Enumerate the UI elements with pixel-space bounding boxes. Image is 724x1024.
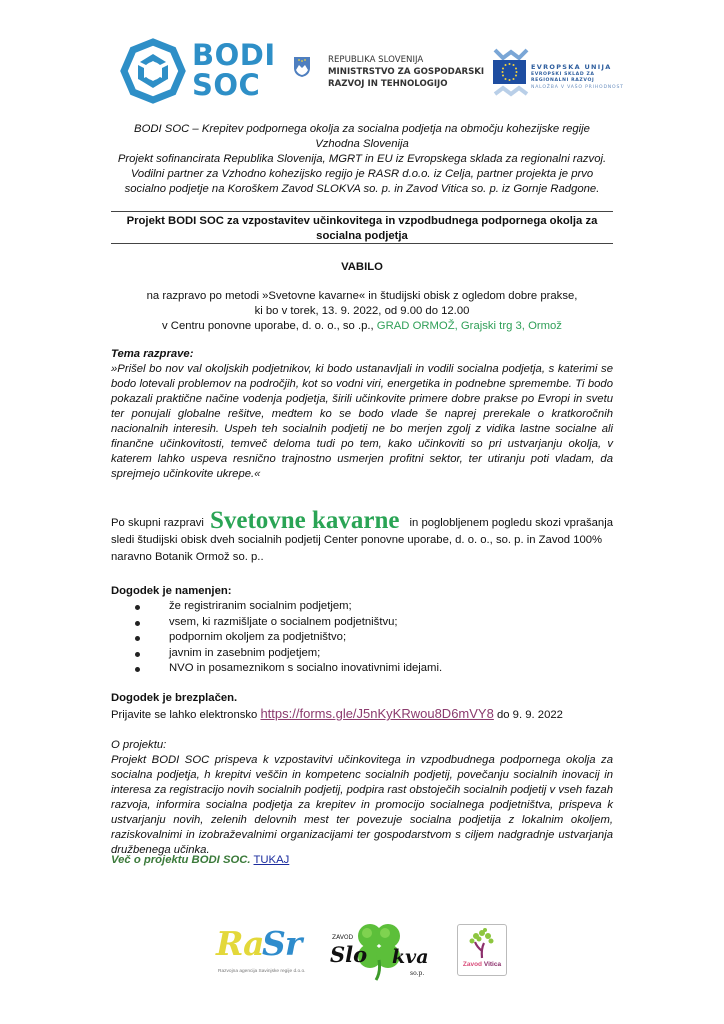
- registration-section: [111, 691, 613, 723]
- intro-block: [111, 122, 613, 197]
- slokva-logo: [328, 918, 438, 986]
- eu-logo: [493, 50, 630, 100]
- bullet-icon: [135, 621, 140, 626]
- invitation-line3: [111, 319, 613, 334]
- bodisoc-line2: SOC: [192, 68, 261, 102]
- ministry-line2: MINISTRSTVO ZA GOSPODARSKI: [328, 67, 485, 77]
- slovenia-crest-icon: [293, 56, 311, 78]
- slokva-kva: kva: [392, 946, 429, 968]
- rasr-sr: Sr: [262, 924, 302, 963]
- audience-item-text: NVO in posameznikom s socialno inovativnimi idejami.: [169, 662, 443, 674]
- bullet-icon: [135, 636, 140, 641]
- more-info: [111, 853, 613, 868]
- eu-text: [531, 63, 624, 91]
- vitica-part2: Vitica: [483, 961, 502, 968]
- audience-item-text: podpornim okoljem za podjetništvo;: [169, 631, 347, 643]
- world-cafe-title: Svetovne kavarne: [209, 507, 400, 534]
- eu-line3: REGIONALNI RAZVOJ: [531, 78, 595, 83]
- invitation-date: ki bo v torek, 13. 9. 2022, od 9.00 do 12.00: [254, 305, 470, 317]
- audience-item: [111, 599, 613, 615]
- rasr-logo: [214, 924, 314, 982]
- slokva-sop: so.p.: [410, 970, 425, 977]
- divider-top: [111, 211, 613, 212]
- topic-section: [111, 347, 613, 482]
- intro-line1: BODI SOC – Krepitev podpornega okolja za socialna podjetja na območju kohezijske regije Vzhodna Slovenija: [134, 123, 590, 150]
- audience-list: [111, 599, 613, 677]
- topic-body: »Prišel bo nov val okoljskih podjetnikov, ki bodo ustanavljali in vodili socialna podjetja, s katerimi se bodo lotevali problemov na področjih, kot so vodni viri, energetika in podnebne spremembe. Ti bodo pokazali praktične načine vodenja podjetja, širili učinkovite primere dobre prakse po Evropi in svetu ter ponujali globalne rešitve, medtem ko se bodo vlade še naprej prerekale o kratkoročnih nacionalnih interesih. Uspeh teh socialnih podjetij ne bo merjen zgolj z vidika lastne socialne ali finančne učinkovitosti, temveč deloma tudi po tem, kako učinkoviti so pri ustvarjanju okolja, v katerem lahko uspeva resnično trajnostno usmerjen profitni sektor, ter utiranju poti vladam, da sprejmejo učinkovite ukrepe.«: [111, 363, 613, 480]
- tree-icon: [458, 925, 506, 961]
- more-info-link[interactable]: TUKAJ: [253, 854, 290, 866]
- visit-prefix: Po skupni razpravi: [111, 517, 204, 529]
- about-body: Projekt BODI SOC prispeva k vzpostavitvi učinkovitega in vzpodbudnega podpornega okolja za socialna podjetja, h krepitvi veščin in kompetenc socialnih podjetij, povečanju socialnih inovacij in interesa za registracijo novih socialnih podjetij, podpira rast obstoječih socialnih podjetij v vseh fazah razvoja, informira socialna podjetja za krepitev in promocijo socialnega podjetništva, prispeva k ustvarjanju novih, zelenih delovnih mest ter povezuje socialna podjetija z lokalnim okoljem, raziskovalnimi in izobraževalnimi organizacijami ter gospodarstvom s ciljem nadgradnje ustvarjanja družbenega učinka.: [111, 754, 613, 856]
- intro-line3: Vodilni partner za Vzhodno kohezijsko regijo je RASR d.o.o. iz Celja, partner projekta je prvo socialno podjetje na Koroškem Zavod SLOKVA so. p. in Zavod Vitica so. p. iz Gornje Radgone.: [124, 168, 600, 195]
- visit-paragraph: [111, 507, 613, 566]
- audience-item: [111, 615, 613, 631]
- project-title: Projekt BODI SOC za vzpostavitev učinkovitega in vzpodbudnega podpornega okolja za socialna podjetja: [126, 215, 598, 242]
- registration-line: [111, 706, 613, 723]
- registration-prefix: Prijavite se lahko elektronsko: [111, 709, 261, 721]
- about-heading: O projektu:: [111, 739, 167, 751]
- invitation-heading: VABILO: [341, 261, 383, 273]
- bodisoc-line1: BODI: [192, 38, 276, 72]
- bodisoc-emblem-icon: [120, 38, 186, 104]
- audience-section: [111, 584, 613, 677]
- slokva-zavod: ZAVOD: [332, 934, 354, 941]
- bodisoc-wordmark: [192, 40, 276, 100]
- more-info-text: Več o projektu BODI SOC.: [111, 854, 251, 866]
- audience-item-text: vsem, ki razmišljate o socialnem podjetništvu;: [169, 615, 398, 628]
- registration-form-link[interactable]: https://forms.gle/J5nKyKRwou8D6mVY8: [260, 706, 494, 721]
- registration-deadline: do 9. 9. 2022: [493, 709, 563, 721]
- vitica-part1: Zavod: [462, 961, 483, 968]
- invitation-venue: v Centru ponovne uporabe, d. o. o., so .p.,: [162, 320, 377, 332]
- eu-line1: EVROPSKA UNIJA: [531, 63, 612, 71]
- about-section: [111, 738, 613, 858]
- audience-item: [111, 646, 613, 662]
- rasr-ra: Ra: [216, 924, 264, 963]
- invitation-line1: na razpravo po metodi »Svetovne kavarne« in študijski obisk z ogledom dobre prakse,: [146, 290, 578, 302]
- audience-item: [111, 630, 613, 646]
- footer-logos: [210, 918, 520, 988]
- audience-heading: Dogodek je namenjen:: [111, 585, 232, 597]
- bullet-icon: [135, 667, 140, 672]
- divider-bottom: [111, 243, 613, 244]
- vitica-logo: [457, 924, 507, 976]
- rasr-subtitle: Razvojna agencija Savinjske regije d.o.o.: [218, 969, 306, 974]
- bullet-icon: [135, 652, 140, 657]
- header-logos: [110, 36, 630, 108]
- bullet-icon: [135, 605, 140, 610]
- slokva-slo: Slo: [330, 942, 368, 967]
- ministry-line1: REPUBLIKA SLOVENIJA: [328, 55, 424, 65]
- eu-line4: NALOŽBA V VAŠO PRIHODNOST: [531, 85, 624, 90]
- topic-heading: Tema razprave:: [111, 348, 194, 360]
- ministry-line3: RAZVOJ IN TEHNOLOGIJO: [328, 79, 448, 89]
- intro-line2: Projekt sofinancirata Republika Slovenija, MGRT in EU iz Evropskega sklada za regionalni razvoj.: [117, 153, 607, 165]
- eu-stars-icon: [493, 60, 526, 84]
- eu-flag: [493, 60, 526, 84]
- visit-suffix: in poglobljenem pogledu skozi vprašanja sledi študijski obisk dveh socialnih podjetij Center ponovne uporabe, d. o. o., so. p. in Zavod 100% naravno Botanik Ormož so. p..: [111, 517, 613, 563]
- audience-item: [111, 661, 613, 677]
- invitation-location: GRAD ORMOŽ, Grajski trg 3, Ormož: [376, 320, 562, 332]
- vitica-wordmark: [458, 961, 506, 968]
- invitation-details: [111, 289, 613, 334]
- bodisoc-logo: [120, 38, 280, 106]
- registration-heading: Dogodek je brezplačen.: [111, 692, 238, 704]
- audience-item-text: že registriranim socialnim podjetjem;: [169, 600, 352, 612]
- audience-item-text: javnim in zasebnim podjetjem;: [169, 646, 321, 659]
- eu-line2: EVROPSKI SKLAD ZA: [531, 72, 595, 77]
